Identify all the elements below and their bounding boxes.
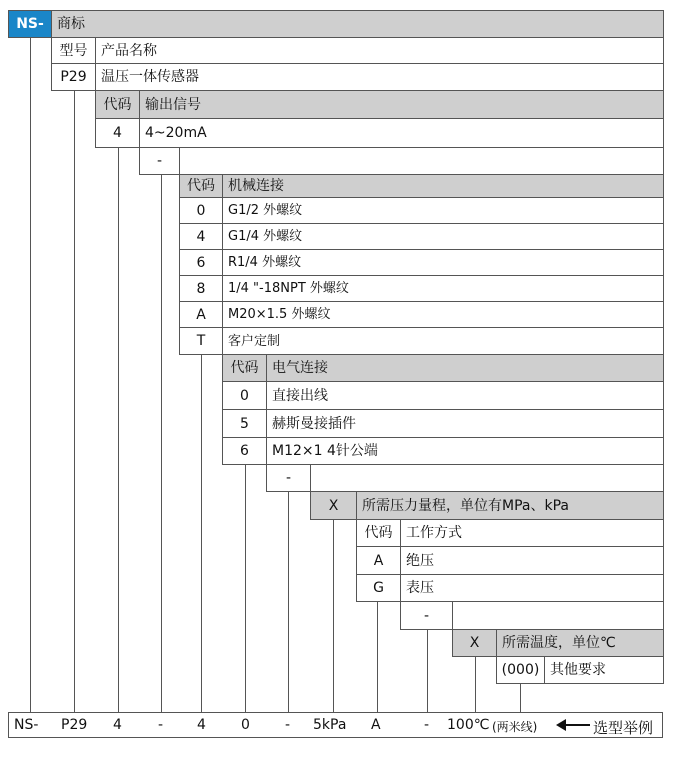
connector-line	[333, 519, 334, 712]
connector-line	[288, 491, 289, 712]
pressure-code: X	[310, 491, 357, 520]
example-part: -	[158, 717, 164, 733]
mech-label: G1/2 外螺纹	[222, 197, 664, 224]
mech-label: G1/4 外螺纹	[222, 223, 664, 250]
connector-line	[118, 147, 119, 712]
output-title-header: 输出信号	[139, 90, 664, 119]
arrow-left-icon	[556, 715, 590, 735]
mode-code: A	[356, 546, 401, 575]
example-part: NS-	[14, 717, 39, 733]
mech-code: 6	[179, 249, 223, 276]
example-part: 4	[113, 717, 122, 733]
example-note: 选型举例	[593, 719, 654, 737]
elec-code: 0	[222, 381, 267, 410]
prefix-badge: NS-	[8, 10, 52, 38]
connector-line	[520, 683, 521, 712]
separator-dash: -	[400, 601, 453, 630]
example-part: 4	[197, 717, 206, 733]
mech-code: T	[179, 327, 223, 355]
mech-code: 4	[179, 223, 223, 250]
mode-title-header: 工作方式	[400, 519, 664, 547]
separator-row	[179, 147, 664, 175]
example-part: 100℃	[447, 717, 490, 733]
connector-line	[30, 37, 31, 712]
connector-line	[427, 629, 428, 712]
mode-label: 绝压	[400, 546, 664, 575]
separator-row	[452, 601, 664, 630]
connector-line	[201, 354, 202, 712]
connector-line	[74, 90, 75, 712]
connector-line	[161, 174, 162, 712]
other-code: (000)	[496, 656, 545, 684]
separator-dash: -	[266, 464, 311, 492]
elec-label: 赫斯曼接插件	[266, 409, 664, 438]
mode-code: G	[356, 574, 401, 602]
header-title: 商标	[51, 10, 664, 38]
other-label: 其他要求	[544, 656, 664, 684]
elec-title-header: 电气连接	[266, 354, 664, 382]
model-code-header: 型号	[51, 37, 96, 64]
elec-label: M12×1 4针公端	[266, 437, 664, 465]
mech-code: 8	[179, 275, 223, 302]
example-part: -	[424, 717, 430, 733]
mech-label: M20×1.5 外螺纹	[222, 301, 664, 328]
pressure-label: 所需压力量程，单位有MPa、kPa	[356, 491, 664, 520]
output-code: 4	[95, 118, 140, 148]
example-part: A	[371, 717, 381, 733]
elec-code: 6	[222, 437, 267, 465]
mech-label: 客户定制	[222, 327, 664, 355]
temperature-label: 所需温度，单位℃	[496, 629, 664, 657]
mech-code-header: 代码	[179, 174, 223, 198]
mech-label: R1/4 外螺纹	[222, 249, 664, 276]
mech-code: A	[179, 301, 223, 328]
elec-code-header: 代码	[222, 354, 267, 382]
separator-dash: -	[139, 147, 180, 175]
output-label: 4~20mA	[139, 118, 664, 148]
model-name: 温压一体传感器	[95, 63, 664, 91]
example-part: 0	[241, 717, 250, 733]
mech-code: 0	[179, 197, 223, 224]
elec-label: 直接出线	[266, 381, 664, 410]
output-code-header: 代码	[95, 90, 140, 119]
connector-line	[475, 656, 476, 712]
mech-label: 1/4 "-18NPT 外螺纹	[222, 275, 664, 302]
connector-line	[377, 601, 378, 712]
connector-line	[245, 464, 246, 712]
mech-title-header: 机械连接	[222, 174, 664, 198]
temperature-code: X	[452, 629, 497, 657]
separator-row	[310, 464, 664, 492]
example-part: -	[285, 717, 291, 733]
example-part: 5kPa	[313, 717, 347, 733]
example-part: (两米线)	[492, 720, 538, 734]
elec-code: 5	[222, 409, 267, 438]
example-part: P29	[61, 717, 88, 733]
model-name-header: 产品名称	[95, 37, 664, 64]
mode-code-header: 代码	[356, 519, 401, 547]
mode-label: 表压	[400, 574, 664, 602]
model-code: P29	[51, 63, 96, 91]
